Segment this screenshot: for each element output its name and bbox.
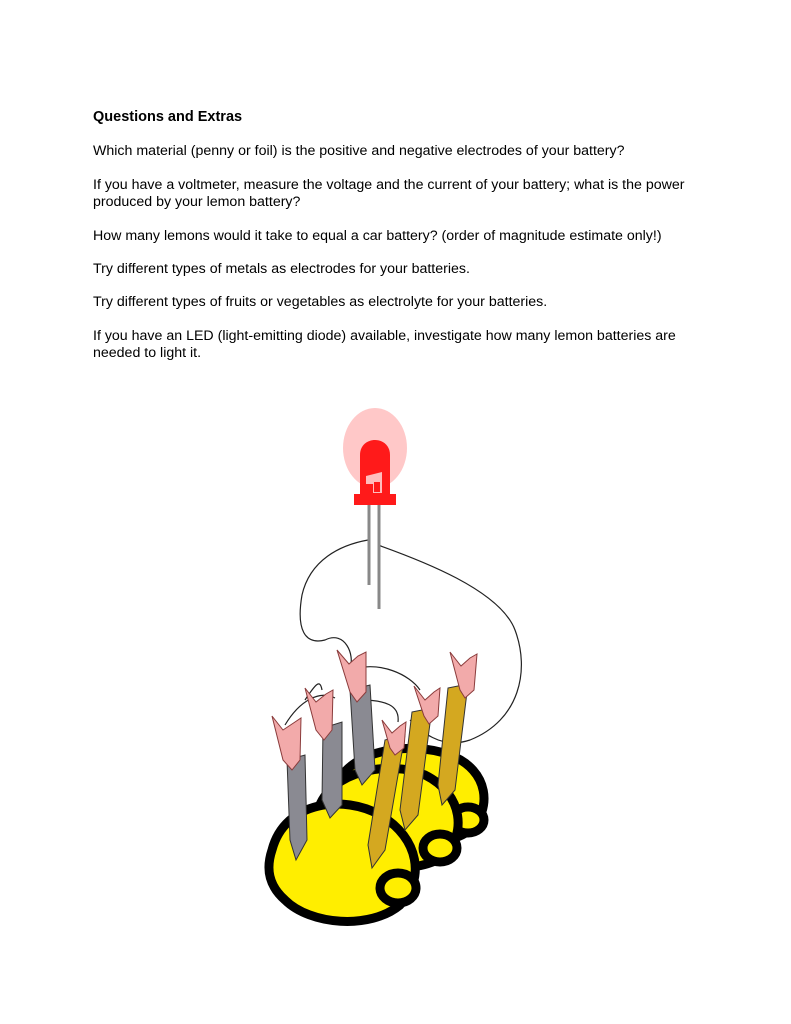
lemon-battery-illustration	[0, 380, 791, 980]
question-car-battery: How many lemons would it take to equal a car battery? (order of magnitude estimate only!)	[93, 228, 662, 244]
led-rim	[354, 494, 396, 505]
question-fruits: Try different types of fruits or vegetables as electrolyte for your batteries.	[93, 294, 548, 310]
clip-1	[272, 716, 301, 770]
page-heading: Questions and Extras	[93, 109, 243, 125]
question-electrodes: Which material (penny or foil) is the positive and negative electrodes of your battery?	[93, 143, 625, 159]
led	[343, 408, 407, 609]
question-led: If you have an LED (light-emitting diode) available, investigate how many lemon batteries are needed to light it.	[93, 328, 676, 361]
question-power: If you have a voltmeter, measure the voltage and the current of your battery; what is the power produced by your lemon battery?	[93, 177, 685, 210]
question-metals: Try different types of metals as electrodes for your batteries.	[93, 261, 470, 277]
